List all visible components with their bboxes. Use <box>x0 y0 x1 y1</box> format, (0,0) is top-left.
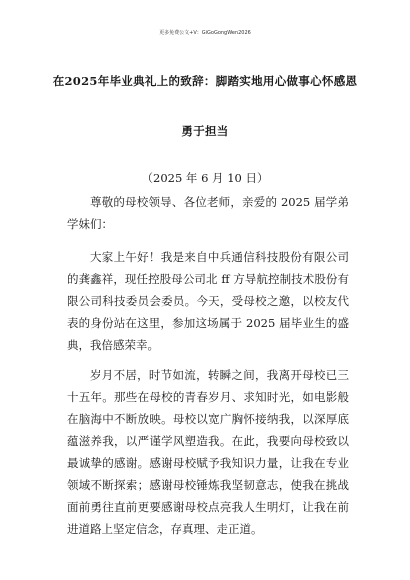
salutation-paragraph: 尊敬的母校领导、各位老师，亲爱的 2025 届学弟学妹们： <box>67 195 349 231</box>
document-body <box>67 191 349 540</box>
watermark-text: 更多免费公文+V：GiGoGongWen2026 <box>159 30 251 36</box>
body-paragraph-gratitude: 岁月不居，时节如流，转瞬之间，我离开母校已三十五年。那些在母校的青春岁月、求知时光，如电影般在脑海中不断放映。母校以宽广胸怀接纳我，以深厚底蕴滋养我，以严谨学风塑造我。在此，我要向母校致以最诚挚的感谢。感谢母校赋予我知识力量，让我在专业领域不断探索；感谢母校锤炼我坚韧意志，使我在挑战面前勇往直前更要感谢母校点亮我人生明灯，让我在前进道路上坚定信念，存真理、走正道。 <box>67 368 349 536</box>
body-paragraph-introduction: 大家上午好！我是来自中兵通信科技股份有限公司的龚鑫祥，现任控股母公司北 ff 方导航控制技术股份有限公司科技委员会委员。今天，受母校之邀，以校友代表的身份站在这里，参加这场属于 2025 届毕业生的盛典，我倍感荣幸。 <box>67 250 349 352</box>
document-title-line-1: 在2025年毕业典礼上的致辞：脚踏实地用心做事心怀感恩 <box>52 74 358 88</box>
document-title-line-2: 勇于担当 <box>181 124 229 138</box>
document-date: （2025 年 6 月 10 日） <box>141 171 269 185</box>
